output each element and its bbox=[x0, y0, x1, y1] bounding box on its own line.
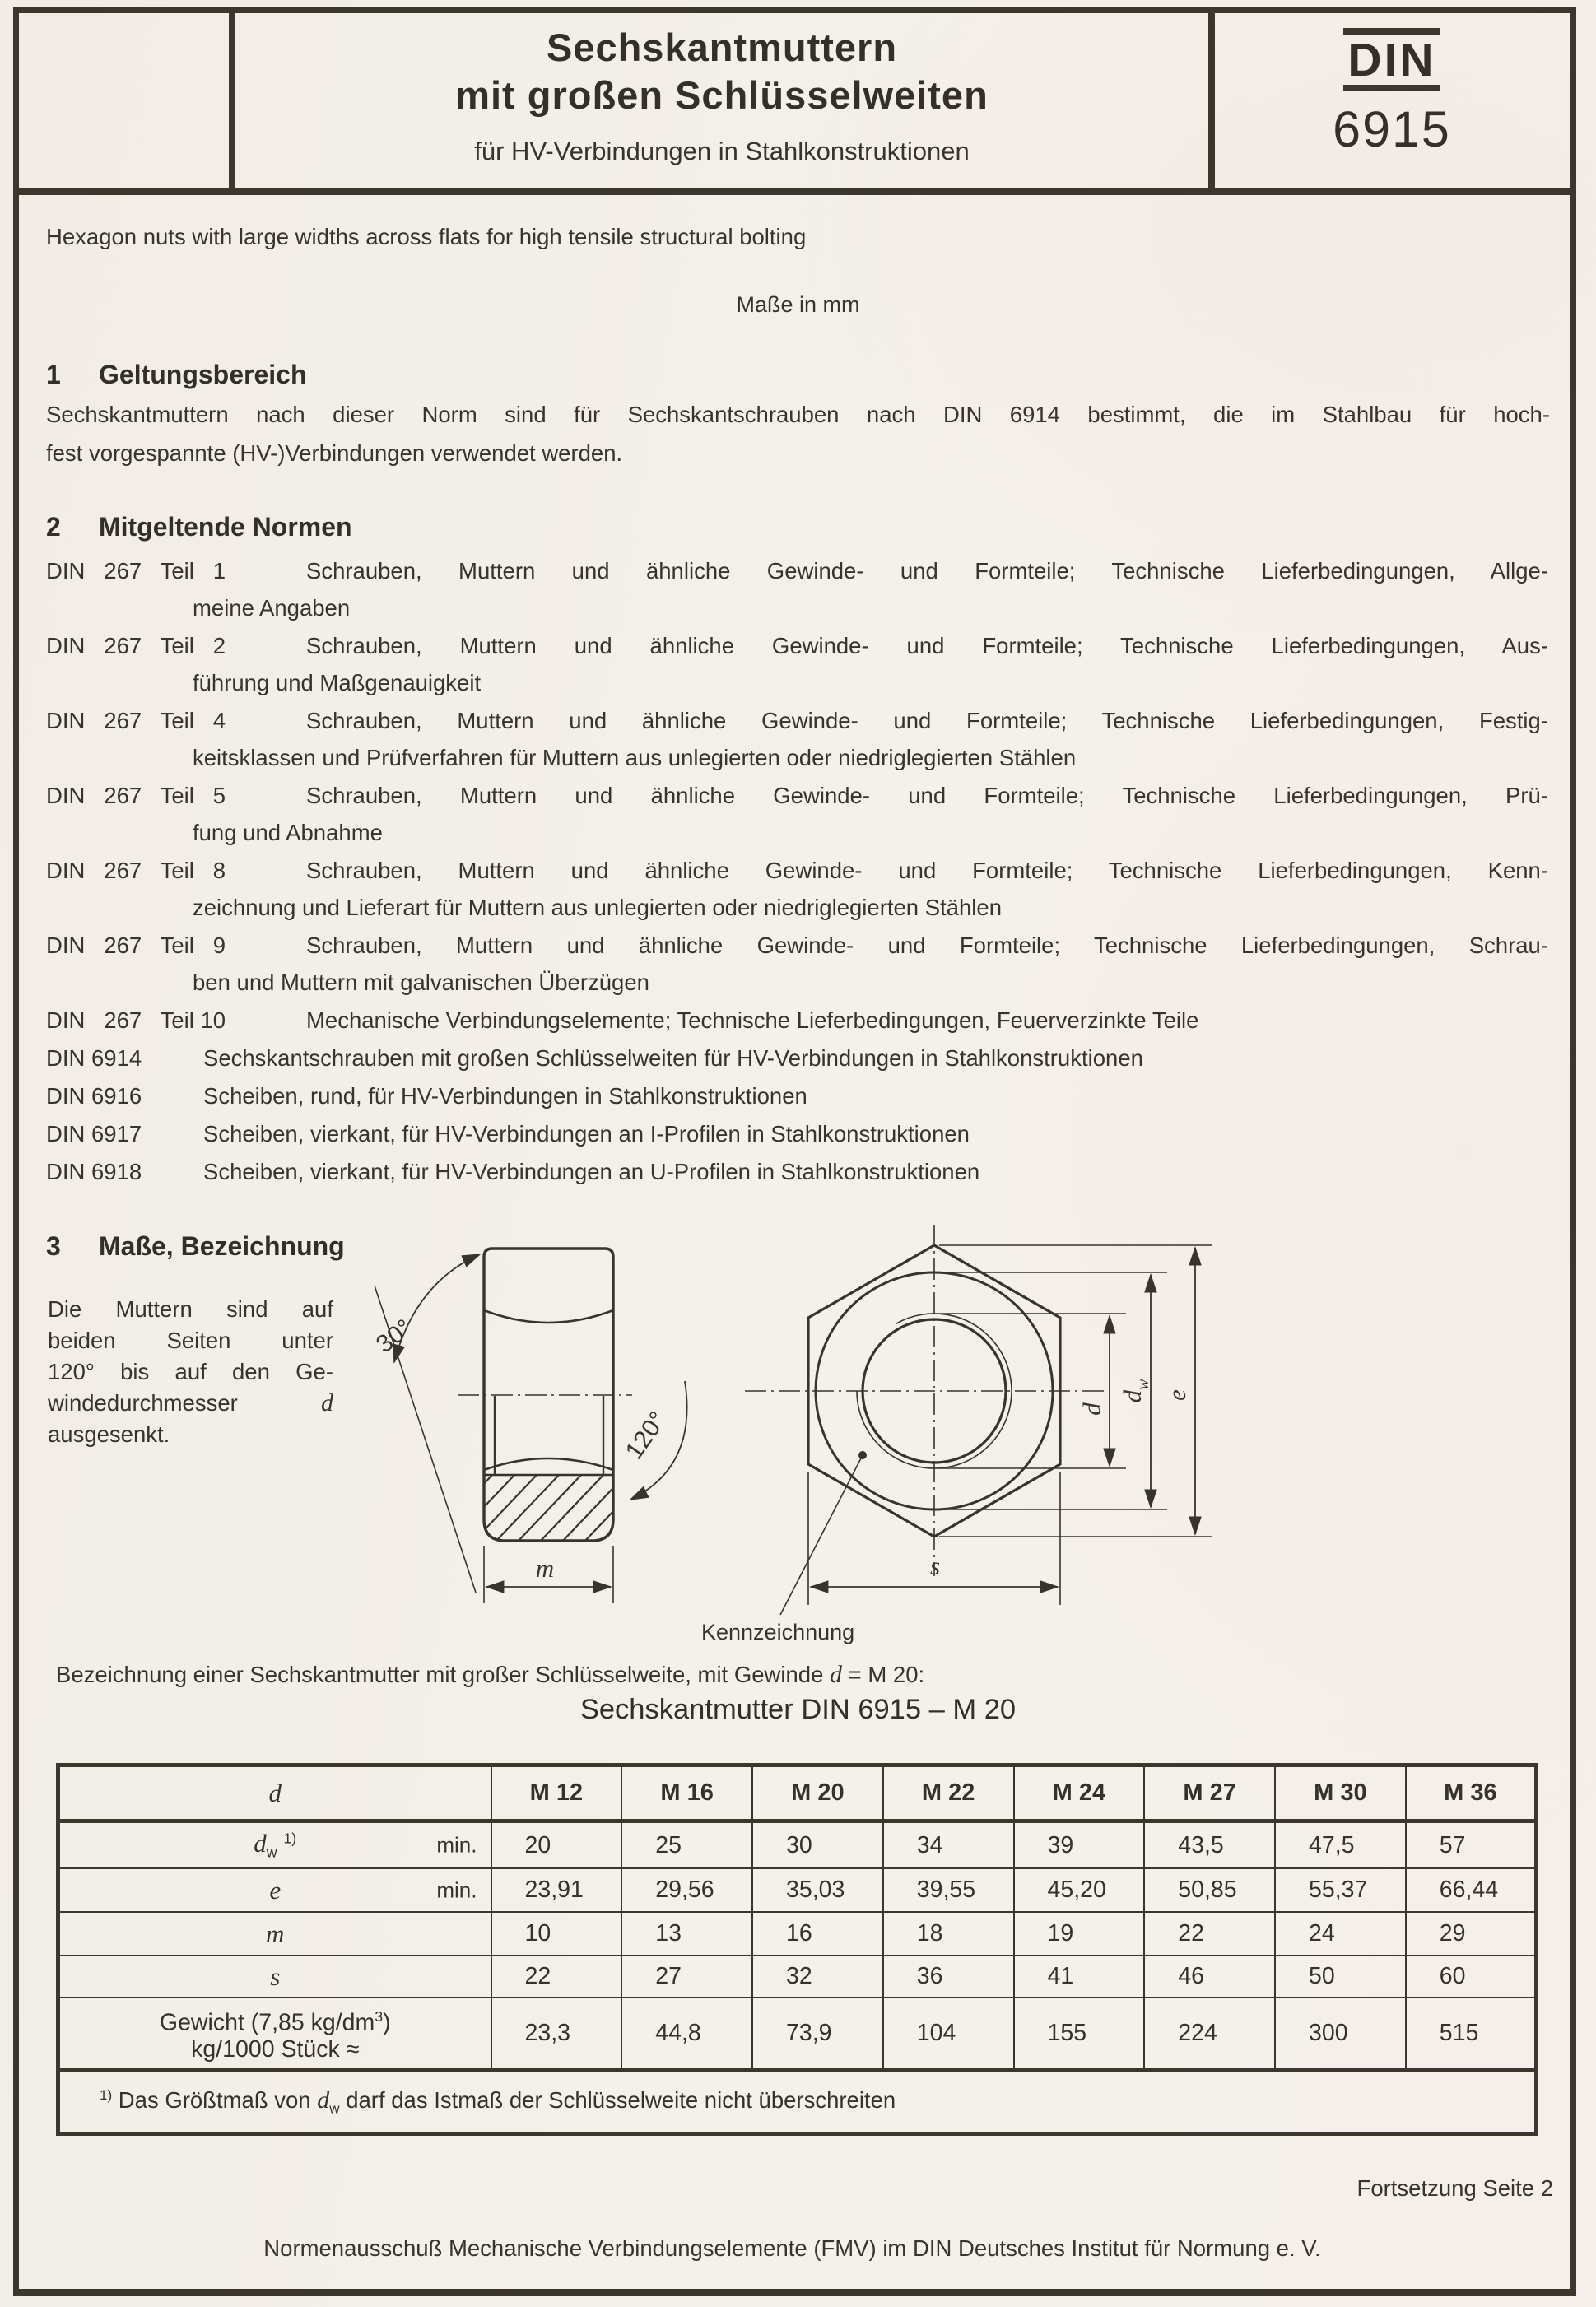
table-cell: 22 bbox=[1144, 1912, 1275, 1956]
section3-number: 3 bbox=[46, 1231, 61, 1261]
weight-label-sup: 3 bbox=[375, 2007, 384, 2025]
top-chamfer-arc bbox=[484, 1310, 613, 1323]
dimension-label-d: d bbox=[1077, 1402, 1106, 1416]
section2-heading bbox=[46, 512, 352, 542]
standard-desc-cont: keitsklassen und Prüfverfahren für Muttern aus unlegierten oder niedriglegierten Stählen bbox=[193, 745, 1077, 770]
list-item bbox=[46, 927, 1548, 1001]
table-cell: 30 bbox=[752, 1821, 883, 1869]
dimension-label-dw-base: d bbox=[1118, 1389, 1147, 1403]
row-var: s bbox=[270, 1961, 281, 1991]
english-title: Hexagon nuts with large widths across flats for high tensile structural bolting bbox=[46, 224, 807, 249]
list-item bbox=[46, 1115, 1548, 1152]
row-var-sub: w bbox=[266, 1844, 277, 1861]
table-cell: 16 bbox=[752, 1912, 883, 1956]
list-item bbox=[46, 1040, 1548, 1077]
table-cell: 73,9 bbox=[752, 1998, 883, 2071]
designation-var-d: d bbox=[830, 1661, 843, 1688]
committee-note: Normenausschuß Mechanische Verbindungselemente (FMV) im DIN Deutsches Institut für Normung e. V. bbox=[263, 2235, 1321, 2261]
angle-arc-30 bbox=[394, 1254, 480, 1362]
footnote-marker: 1) bbox=[100, 2087, 113, 2104]
table-cell: 13 bbox=[621, 1912, 752, 1956]
paragraph-line bbox=[48, 1388, 333, 1419]
table-cell: 29 bbox=[1406, 1912, 1537, 1956]
standard-ref: DIN 6918 bbox=[46, 1159, 142, 1184]
table-cell: 41 bbox=[1014, 1956, 1145, 1998]
min-qualifier: min. bbox=[436, 1832, 477, 1858]
section1-heading bbox=[46, 360, 307, 390]
footnote-text: Das Größtmaß von bbox=[112, 2087, 318, 2114]
table-cell: 18 bbox=[883, 1912, 1014, 1956]
table-cell: 25 bbox=[621, 1821, 752, 1869]
dimensions-table bbox=[56, 1763, 1538, 2136]
standard-desc: Schrauben, Muttern und ähnliche Gewinde- und Formteile; Technische Lieferbedingungen, Allge- bbox=[306, 558, 1548, 584]
table-cell: 39,55 bbox=[883, 1868, 1014, 1912]
paragraph-line: Die Muttern sind auf bbox=[48, 1296, 333, 1322]
section1-paragraph bbox=[46, 395, 1550, 472]
table-cell: 23,91 bbox=[491, 1868, 622, 1912]
row-label-weight bbox=[58, 1998, 491, 2071]
table-footnote bbox=[58, 2071, 1537, 2134]
row-label-m bbox=[58, 1912, 491, 1956]
table-row-e bbox=[58, 1868, 1537, 1912]
standard-desc: Schrauben, Muttern und ähnliche Gewinde- und Formteile; Technische Lieferbedingungen, Schrau- bbox=[306, 933, 1548, 958]
border-bottom bbox=[13, 2289, 1576, 2296]
table-header-row bbox=[58, 1765, 1537, 1821]
standard-desc: Schrauben, Muttern und ähnliche Gewinde- und Formteile; Technische Lieferbedingungen, Festig- bbox=[306, 708, 1548, 733]
paragraph-line: ausgesenkt. bbox=[48, 1421, 170, 1447]
dimension-label-m: m bbox=[535, 1554, 555, 1583]
table-cell: 27 bbox=[621, 1956, 752, 1998]
standard-ref: DIN 267 Teil 5 bbox=[46, 783, 226, 808]
paragraph-text: windedurchmesser bbox=[48, 1390, 238, 1416]
weight-label-text: Gewicht (7,85 kg/dm bbox=[159, 2009, 375, 2036]
table-cell: 44,8 bbox=[621, 1998, 752, 2071]
angle-label-120: 120° bbox=[620, 1407, 672, 1465]
din-logo-box bbox=[1215, 28, 1569, 158]
header-divider-left bbox=[229, 7, 235, 195]
table-cell: 57 bbox=[1406, 1821, 1537, 1869]
section2-title: Mitgeltende Normen bbox=[99, 512, 352, 542]
standard-desc: Scheiben, vierkant, für HV-Verbindungen an U-Profilen in Stahlkonstruktionen bbox=[203, 1159, 980, 1184]
table-cell: 35,03 bbox=[752, 1868, 883, 1912]
standard-desc: Sechskantschrauben mit großen Schlüsselweiten für HV-Verbindungen in Stahlkonstruktionen bbox=[203, 1045, 1143, 1071]
din-logo: DIN bbox=[1343, 28, 1440, 91]
standard-ref: DIN 267 Teil 1 bbox=[46, 558, 226, 584]
list-item bbox=[46, 1153, 1548, 1190]
marking-label: Kennzeichnung bbox=[701, 1620, 855, 1644]
footnote-var-sub: w bbox=[329, 2100, 340, 2117]
document-subtitle: für HV-Verbindungen in Stahlkonstruktionen bbox=[474, 137, 970, 165]
list-item bbox=[46, 702, 1548, 776]
table-cell: 224 bbox=[1144, 1998, 1275, 2071]
standard-desc-cont: meine Angaben bbox=[193, 595, 351, 621]
weight-label-text: ) bbox=[383, 2009, 391, 2036]
angle-label-30: 30° bbox=[370, 1314, 418, 1359]
col-header: M 22 bbox=[883, 1765, 1014, 1821]
paragraph-line: Sechskantmuttern nach dieser Norm sind für Sechskantschrauben nach DIN 6914 bestimmt, die im Stahlbau für hoch- bbox=[46, 402, 1550, 427]
table-cell: 45,20 bbox=[1014, 1868, 1145, 1912]
row-label-dw bbox=[58, 1821, 491, 1869]
section3-heading bbox=[46, 1231, 345, 1262]
table-cell: 39 bbox=[1014, 1821, 1145, 1869]
continuation-note: Fortsetzung Seite 2 bbox=[1356, 2175, 1553, 2201]
technical-drawing bbox=[354, 1216, 1292, 1644]
table-cell: 20 bbox=[491, 1821, 622, 1869]
col-header: M 27 bbox=[1144, 1765, 1275, 1821]
list-item bbox=[46, 552, 1548, 626]
col-header: M 16 bbox=[621, 1765, 752, 1821]
row-label-e bbox=[58, 1868, 491, 1912]
table-row-s bbox=[58, 1956, 1537, 1998]
table-cell: 34 bbox=[883, 1821, 1014, 1869]
standard-ref: DIN 6916 bbox=[46, 1083, 142, 1109]
table-row-dw bbox=[58, 1821, 1537, 1869]
section3-paragraph bbox=[48, 1294, 333, 1450]
table-cell: 515 bbox=[1406, 1998, 1537, 2071]
footnote-var-d: d bbox=[317, 2086, 330, 2114]
table-cell: 32 bbox=[752, 1956, 883, 1998]
border-right bbox=[1570, 7, 1576, 2296]
standard-ref: DIN 6914 bbox=[46, 1045, 142, 1071]
dimension-label-dw bbox=[1118, 1379, 1152, 1403]
footnote-text: darf das Istmaß der Schlüsselweite nicht überschreiten bbox=[339, 2087, 896, 2114]
document-title-line2: mit großen Schlüsselweiten bbox=[455, 73, 989, 117]
standard-desc-cont: fung und Abnahme bbox=[193, 820, 383, 845]
bottom-chamfer-arc bbox=[484, 1458, 613, 1470]
table-footnote-row bbox=[58, 2071, 1537, 2134]
paragraph-line: 120° bis auf den Ge- bbox=[48, 1359, 333, 1384]
dimension-label-e: e bbox=[1162, 1389, 1191, 1401]
row-var: d bbox=[254, 1829, 267, 1858]
standard-desc: Schrauben, Muttern und ähnliche Gewinde- und Formteile; Technische Lieferbedingungen, Prü- bbox=[306, 783, 1548, 808]
standard-desc: Schrauben, Muttern und ähnliche Gewinde- und Formteile; Technische Lieferbedingungen, Kenn- bbox=[306, 858, 1548, 883]
dimension-label-s: s bbox=[929, 1551, 941, 1580]
header-var-d: d bbox=[268, 1778, 282, 1807]
table-cell: 50 bbox=[1275, 1956, 1406, 1998]
row-label-s bbox=[58, 1956, 491, 1998]
dimension-label-dw-sub: w bbox=[1134, 1379, 1152, 1390]
table-cell: 22 bbox=[491, 1956, 622, 1998]
header-divider-right bbox=[1208, 7, 1215, 195]
table-row-m bbox=[58, 1912, 1537, 1956]
section3-title: Maße, Bezeichnung bbox=[99, 1231, 345, 1261]
table-cell: 19 bbox=[1014, 1912, 1145, 1956]
section1-number: 1 bbox=[46, 360, 61, 389]
table-cell: 46 bbox=[1144, 1956, 1275, 1998]
weight-label-line2: kg/1000 Stück ≈ bbox=[191, 2036, 360, 2063]
border-top bbox=[13, 7, 1576, 13]
standard-desc-cont: zeichnung und Lieferart für Muttern aus unlegierten oder niedriglegierten Stählen bbox=[193, 895, 1002, 920]
table-cell: 24 bbox=[1275, 1912, 1406, 1956]
list-item bbox=[46, 852, 1548, 926]
table-cell: 10 bbox=[491, 1912, 622, 1956]
standard-desc: Scheiben, rund, für HV-Verbindungen in Stahlkonstruktionen bbox=[203, 1083, 807, 1109]
designation-example: Sechskantmutter DIN 6915 – M 20 bbox=[579, 1694, 1017, 1725]
col-header-d bbox=[58, 1765, 491, 1821]
table-cell: 60 bbox=[1406, 1956, 1537, 1998]
header-divider-bottom bbox=[13, 188, 1576, 195]
footnote-marker: 1) bbox=[283, 1830, 297, 1847]
dimension-symbol-d: d bbox=[321, 1389, 333, 1416]
standard-ref: DIN 267 Teil 4 bbox=[46, 708, 226, 733]
standard-ref: DIN 267 Teil 10 bbox=[46, 1007, 226, 1033]
standard-desc: Scheiben, vierkant, für HV-Verbindungen an I-Profilen in Stahlkonstruktionen bbox=[203, 1121, 970, 1147]
row-var: m bbox=[266, 1919, 285, 1948]
standard-ref: DIN 267 Teil 2 bbox=[46, 633, 226, 658]
table-cell: 47,5 bbox=[1275, 1821, 1406, 1869]
col-header: M 30 bbox=[1275, 1765, 1406, 1821]
designation-text: = M 20: bbox=[842, 1662, 925, 1687]
table-cell: 23,3 bbox=[491, 1998, 622, 2071]
standard-desc-cont: ben und Muttern mit galvanischen Überzügen bbox=[193, 970, 649, 995]
col-header: M 36 bbox=[1406, 1765, 1537, 1821]
col-header: M 24 bbox=[1014, 1765, 1145, 1821]
nut-front-view bbox=[745, 1225, 1212, 1615]
section1-title: Geltungsbereich bbox=[99, 360, 307, 389]
table-cell: 36 bbox=[883, 1956, 1014, 1998]
list-item bbox=[46, 627, 1548, 701]
border-left bbox=[13, 7, 19, 2296]
table-cell: 50,85 bbox=[1144, 1868, 1275, 1912]
table-cell: 155 bbox=[1014, 1998, 1145, 2071]
list-item bbox=[46, 1077, 1548, 1114]
standard-desc: Schrauben, Muttern und ähnliche Gewinde- und Formteile; Technische Lieferbedingungen, Aus- bbox=[306, 633, 1548, 658]
designation-intro bbox=[56, 1661, 924, 1689]
min-qualifier: min. bbox=[436, 1877, 477, 1902]
table-cell: 29,56 bbox=[621, 1868, 752, 1912]
col-header: M 12 bbox=[491, 1765, 622, 1821]
table-cell: 104 bbox=[883, 1998, 1014, 2071]
standard-ref: DIN 6917 bbox=[46, 1121, 142, 1147]
units-note: Maße in mm bbox=[736, 292, 860, 317]
table-cell: 55,37 bbox=[1275, 1868, 1406, 1912]
designation-text: Bezeichnung einer Sechskantmutter mit großer Schlüsselweite, mit Gewinde bbox=[56, 1662, 831, 1687]
paragraph-line: fest vorgespannte (HV-)Verbindungen verwendet werden. bbox=[46, 440, 623, 466]
standard-desc-cont: führung und Maßgenauigkeit bbox=[193, 670, 482, 695]
col-header: M 20 bbox=[752, 1765, 883, 1821]
marking-pointer-line bbox=[780, 1455, 863, 1615]
list-item bbox=[46, 777, 1548, 851]
table-cell: 66,44 bbox=[1406, 1868, 1537, 1912]
standard-ref: DIN 267 Teil 8 bbox=[46, 858, 226, 883]
table-row-weight bbox=[58, 1998, 1537, 2071]
paragraph-line: beiden Seiten unter bbox=[48, 1328, 333, 1353]
standard-ref: DIN 267 Teil 9 bbox=[46, 933, 226, 958]
section2-number: 2 bbox=[46, 512, 61, 542]
document-title-line1: Sechskantmuttern bbox=[546, 26, 898, 69]
referenced-standards-list bbox=[46, 552, 1548, 1191]
table-cell: 300 bbox=[1275, 1998, 1406, 2071]
din-standard-number: 6915 bbox=[1333, 101, 1451, 157]
standard-desc: Mechanische Verbindungselemente; Technische Lieferbedingungen, Feuerverzinkte Teile bbox=[306, 1007, 1199, 1033]
list-item bbox=[46, 1002, 1548, 1039]
row-var: e bbox=[269, 1875, 282, 1905]
table-cell: 43,5 bbox=[1144, 1821, 1275, 1869]
